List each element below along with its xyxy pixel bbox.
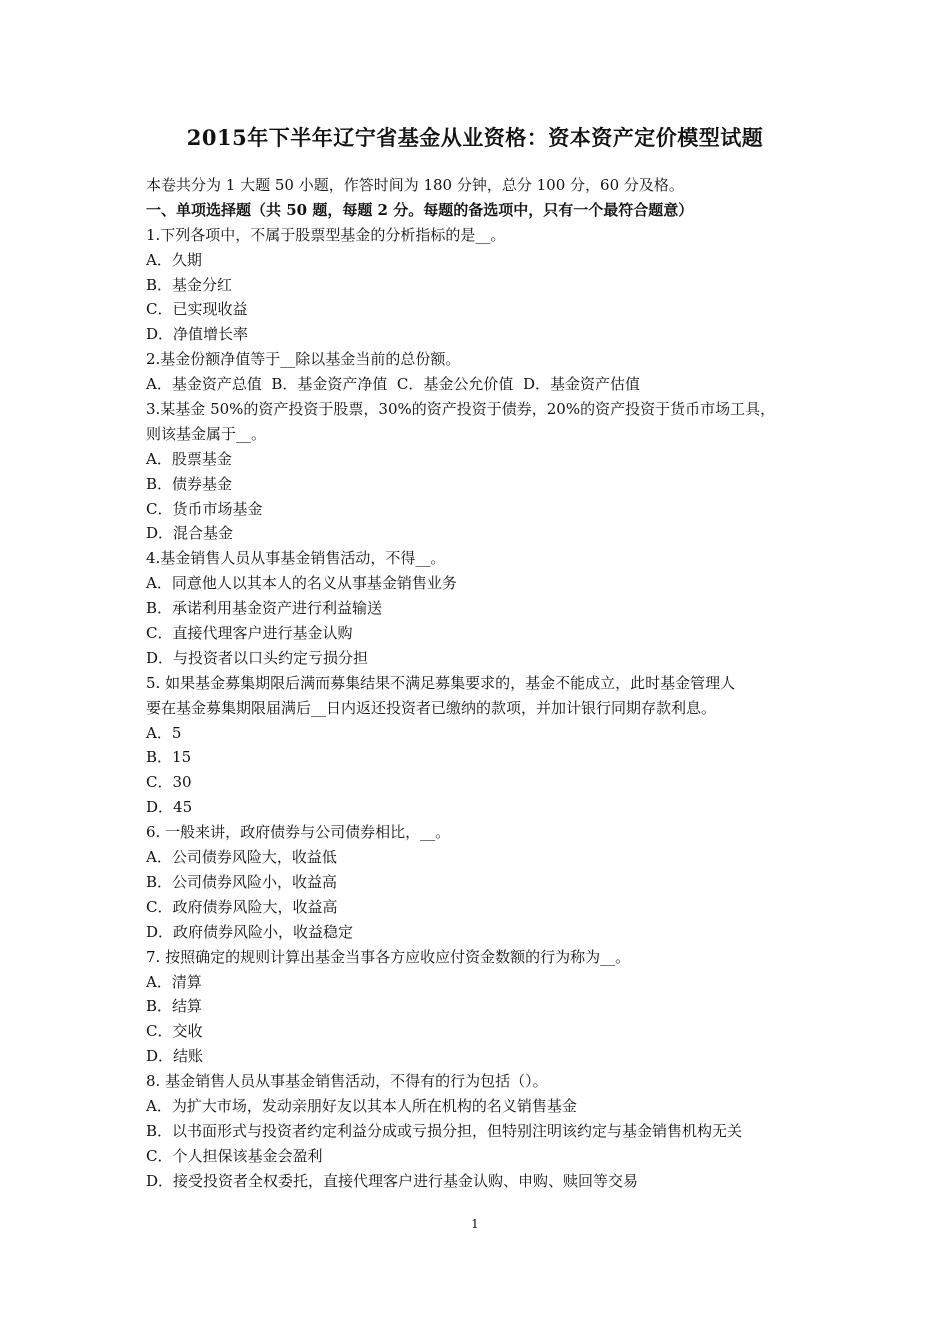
option-a: A．久期 [146, 250, 202, 269]
option-c: C．政府债券风险大，收益高 [146, 897, 338, 916]
question-8 [146, 1069, 816, 1193]
option-b: B．债券基金 [146, 474, 233, 493]
section-heading: 一、单项选择题（共 50 题，每题 2 分。每题的备选项中，只有一个最符合题意） [146, 200, 694, 219]
question-stem-line-1: 3.某基金 50%的资产投资于股票，30%的资产投资于债券，20%的资产投资于货币市场工具， [146, 400, 776, 419]
question-1 [146, 223, 816, 347]
option-a: A．公司债券风险大，收益低 [146, 848, 337, 867]
question-3 [146, 397, 816, 546]
option-d: D．与投资者以口头约定亏损分担 [146, 648, 369, 667]
question-stem: 4.基金销售人员从事基金销售活动，不得__。 [146, 549, 446, 568]
question-stem: 6. 一般来讲，政府债券与公司债券相比，__。 [146, 823, 451, 842]
option-c: C．交收 [146, 1022, 203, 1041]
question-7 [146, 945, 816, 1069]
document-body [146, 173, 816, 1194]
question-5 [146, 671, 816, 820]
option-c: C．30 [146, 773, 192, 792]
option-a: A．为扩大市场，发动亲朋好友以其本人所在机构的名义销售基金 [146, 1096, 577, 1115]
question-stem-line-1: 5. 如果基金募集期限后满而募集结果不满足募集要求的，基金不能成立，此时基金管理人 [146, 673, 736, 692]
option-a: A．清算 [146, 972, 202, 991]
option-b: B．基金分红 [146, 275, 233, 294]
page-number: 1 [471, 1217, 479, 1231]
question-stem: 7. 按照确定的规则计算出基金当事各方应收应付资金数额的行为称为__。 [146, 947, 631, 966]
question-stem: 2.基金份额净值等于__除以基金当前的总份额。 [146, 350, 461, 369]
option-d: D．接受投资者全权委托，直接代理客户进行基金认购、申购、赎回等交易 [146, 1171, 639, 1190]
option-a: A．同意他人以其本人的名义从事基金销售业务 [146, 574, 457, 593]
option-b: B．15 [146, 748, 192, 767]
question-4 [146, 546, 816, 670]
option-c: C．直接代理客户进行基金认购 [146, 624, 353, 643]
option-c: C．已实现收益 [146, 300, 248, 319]
option-d: D．政府债券风险小，收益稳定 [146, 922, 354, 941]
question-6 [146, 820, 816, 944]
option-b: B．公司债券风险小，收益高 [146, 872, 338, 891]
question-stem-line-2: 则该基金属于__。 [146, 424, 267, 443]
option-a: A．股票基金 [146, 449, 232, 468]
question-2 [146, 347, 816, 397]
question-stem: 1.下列各项中，不属于股票型基金的分析指标的是__。 [146, 225, 506, 244]
page-title: 2015年下半年辽宁省基金从业资格：资本资产定价模型试题 [186, 125, 764, 150]
option-a: A．5 [146, 723, 182, 742]
option-c: C．货币市场基金 [146, 499, 263, 518]
option-b: B．结算 [146, 997, 203, 1016]
options-inline: A．基金资产总值 B．基金资产净值 C．基金公允价值 D．基金资产估值 [146, 375, 640, 394]
option-d: D．结账 [146, 1047, 204, 1066]
option-c: C．个人担保该基金会盈利 [146, 1146, 323, 1165]
option-b: B．承诺利用基金资产进行利益输送 [146, 599, 383, 618]
intro-text: 本卷共分为 1 大题 50 小题，作答时间为 180 分钟，总分 100 分，60 分及格。 [146, 176, 684, 194]
question-stem-line-2: 要在基金募集期限届满后__日内返还投资者已缴纳的款项，并加计银行同期存款利息。 [146, 698, 717, 717]
option-d: D．混合基金 [146, 524, 234, 543]
option-d: D．45 [146, 798, 193, 817]
question-stem: 8. 基金销售人员从事基金销售活动，不得有的行为包括（）。 [146, 1072, 548, 1091]
option-d: D．净值增长率 [146, 325, 249, 344]
option-b: B．以书面形式与投资者约定利益分成或亏损分担，但特别注明该约定与基金销售机构无关 [146, 1121, 743, 1140]
